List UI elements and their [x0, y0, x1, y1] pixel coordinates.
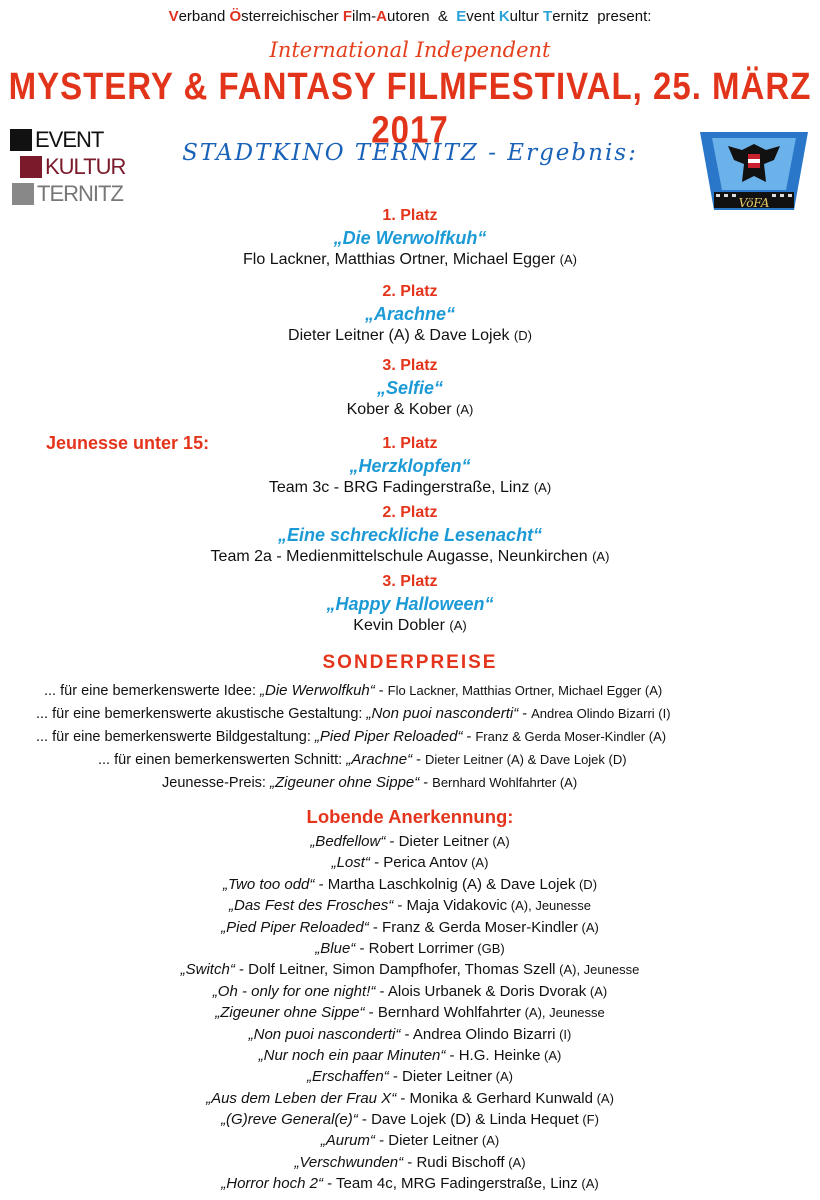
place-label: 1. Platz	[382, 435, 438, 452]
subtitle: International Independent	[269, 38, 551, 62]
word: utoren	[387, 8, 430, 25]
presenters-line	[0, 8, 820, 25]
film-authors	[0, 546, 820, 568]
word: sterreichischer	[241, 8, 343, 25]
film-title: „Arachne“	[364, 304, 456, 324]
initial: V	[168, 8, 179, 25]
jeunesse-label: Jeunesse unter 15:	[46, 433, 210, 453]
country-code: (A)	[540, 1047, 562, 1063]
lobende-item	[0, 895, 820, 916]
logo-block	[20, 156, 42, 178]
film-title: „Selfie“	[376, 378, 444, 398]
lobende-item	[0, 1130, 820, 1151]
country-code: (D)	[575, 876, 598, 892]
lobende-item	[0, 852, 820, 873]
jeunesse-result-1	[0, 433, 820, 499]
lobende-item	[0, 1024, 820, 1045]
film-authors	[0, 399, 820, 421]
country-code: (A)	[592, 1090, 614, 1106]
film-authors: - Martha Laschkolnig (A) & Dave Lojek	[314, 875, 576, 893]
initial: K	[498, 8, 510, 25]
initial: E	[456, 8, 467, 25]
country-code: (A), Jeunesse	[520, 1005, 605, 1021]
lobende-item	[0, 874, 820, 895]
separator: -	[462, 729, 476, 745]
film-authors: - Alois Urbanek & Doris Dvorak	[375, 982, 587, 1000]
country-code: (A)	[592, 549, 610, 564]
film-title: „Erschaffen“	[306, 1068, 389, 1086]
jeunesse-result-2	[0, 502, 820, 568]
logo-word: KULTUR	[45, 154, 126, 179]
authors-text: Kevin Dobler	[353, 617, 445, 634]
initial: T	[543, 8, 553, 25]
film-title: „Switch“	[180, 961, 235, 979]
event-kultur-ternitz-logo	[10, 126, 126, 210]
svg-text:VöFA: VöFA	[738, 196, 770, 210]
country-code: (A)	[504, 1154, 526, 1170]
lobende-heading: Lobende Anerkennung:	[306, 806, 514, 827]
prize-category: Jeunesse-Preis:	[162, 775, 270, 791]
film-title: „Non puoi nasconderti“	[366, 705, 519, 722]
film-title: „Das Fest des Frosches“	[229, 897, 394, 915]
country-code: (A)	[559, 252, 577, 267]
place-label: 2. Platz	[382, 283, 438, 300]
country-code: (A)	[488, 834, 510, 849]
jeunesse-result-3	[0, 571, 820, 637]
word: erband	[178, 8, 230, 25]
festival-title: MYSTERY & FANTASY FILMFESTIVAL, 25. MÄRZ 2017	[8, 64, 812, 151]
lobende-item	[0, 959, 820, 980]
film-authors	[0, 249, 820, 271]
film-title: „Eine schreckliche Lesenacht“	[277, 525, 543, 545]
prize-category: ... für eine bemerkenswerte akustische Gestaltung:	[36, 706, 367, 722]
initial: A	[376, 8, 388, 25]
film-title: „Non puoi nasconderti“	[248, 1025, 401, 1043]
film-title: „Zigeuner ohne Sippe“	[215, 1004, 365, 1022]
film-title: „Blue“	[315, 939, 356, 957]
sonderpreis-item	[36, 705, 671, 722]
lobende-item	[0, 1152, 820, 1173]
initial: F	[342, 8, 353, 25]
sonderpreis-item	[44, 682, 662, 699]
logo-block	[10, 129, 32, 151]
sonderpreis-item	[162, 774, 577, 791]
lobende-item	[0, 938, 820, 959]
country-code: (A), Jeunesse	[555, 962, 640, 978]
country-code: (A)	[577, 1176, 599, 1192]
country-code: (F)	[578, 1112, 599, 1128]
film-title: „Aus dem Leben der Frau X“	[206, 1089, 397, 1107]
sonderpreise-heading: SONDERPREISE	[322, 652, 498, 673]
authors-text: Flo Lackner, Matthias Ortner, Michael Egger	[243, 251, 556, 268]
lobende-list	[0, 831, 820, 1195]
logo-word: EVENT	[35, 127, 104, 152]
country-code: (A)	[456, 402, 474, 417]
separator: -	[374, 683, 388, 699]
film-authors: Franz & Gerda Moser-Kindler (A)	[475, 729, 667, 744]
place-label: 2. Platz	[382, 504, 438, 521]
film-authors: Andrea Olindo Bizarri (I)	[531, 706, 671, 721]
lobende-item	[0, 1173, 820, 1194]
film-authors: - Dave Lojek (D) & Linda Hequet	[357, 1111, 579, 1129]
film-authors	[0, 477, 820, 499]
lobende-item	[0, 917, 820, 938]
lobende-item	[0, 981, 820, 1002]
word: ernitz	[552, 8, 589, 25]
film-title: „Pied Piper Reloaded“	[221, 918, 369, 936]
authors-text: Team 2a - Medienmittelschule Augasse, Neunkirchen	[210, 548, 588, 565]
word: vent	[466, 8, 499, 25]
film-authors	[0, 615, 820, 637]
film-authors: - H.G. Heinke	[445, 1046, 541, 1064]
place-label: 3. Platz	[382, 573, 438, 590]
film-title: „Arachne“	[346, 751, 413, 768]
film-authors: - Monika & Gerhard Kunwald	[396, 1089, 593, 1107]
present-word: present:	[597, 8, 652, 25]
presenter-org	[169, 8, 434, 25]
film-title: „Pied Piper Reloaded“	[314, 728, 463, 745]
word: ultur	[509, 8, 544, 25]
country-code: (GB)	[473, 940, 505, 956]
film-title: „Die Werwolfkuh“	[260, 682, 375, 699]
prize-category: ... für einen bemerkenswerten Schnitt:	[98, 752, 347, 768]
film-authors: Bernhard Wohlfahrter (A)	[432, 775, 578, 790]
film-authors: Flo Lackner, Matthias Ortner, Michael Egger (A)	[387, 683, 663, 698]
film-title: „Zigeuner ohne Sippe“	[270, 774, 420, 791]
lobende-item	[0, 1088, 820, 1109]
vofa-logo	[698, 128, 810, 212]
lobende-item	[0, 1002, 820, 1023]
authors-text: Dieter Leitner (A) & Dave Lojek	[288, 327, 510, 344]
country-code: (A)	[449, 618, 467, 633]
country-code: (A)	[478, 1133, 500, 1149]
logo-block	[12, 183, 34, 205]
sonderpreis-item	[36, 728, 666, 745]
film-authors: - Dieter Leitner	[385, 833, 489, 850]
film-title: „Horror hoch 2“	[221, 1175, 323, 1193]
venue-heading: STADTKINO TERNITZ - Ergebnis:	[182, 140, 638, 166]
film-authors: - Rudi Bischoff	[403, 1153, 505, 1171]
authors-text: Team 3c - BRG Fadingerstraße, Linz	[268, 479, 530, 496]
lobende-item	[0, 831, 820, 852]
film-title: „Die Werwolfkuh“	[333, 228, 487, 248]
film-authors: - Dolf Leitner, Simon Dampfhofer, Thomas Szell	[234, 961, 556, 979]
film-authors: - Maja Vidakovic	[393, 897, 508, 915]
country-code: (A)	[492, 1069, 514, 1085]
result-3	[0, 355, 820, 421]
film-title: „Verschwunden“	[294, 1153, 404, 1171]
country-code: (A)	[577, 919, 599, 935]
separator: -	[419, 775, 433, 791]
place-label: 1. Platz	[382, 207, 438, 224]
result-1	[0, 205, 820, 271]
lobende-item	[0, 1066, 820, 1087]
place-label: 3. Platz	[382, 357, 438, 374]
sonderpreis-item	[98, 751, 627, 768]
country-code: (D)	[513, 328, 532, 343]
film-title: „Aurum“	[320, 1132, 375, 1150]
lobende-item	[0, 1109, 820, 1130]
film-authors: Dieter Leitner (A) & Dave Lojek (D)	[425, 752, 627, 767]
separator: -	[412, 752, 425, 768]
film-title: „Happy Halloween“	[326, 594, 494, 614]
word: ilm-	[352, 8, 377, 25]
film-authors: - Dieter Leitner	[374, 1132, 479, 1150]
prize-category: ... für eine bemerkenswerte Bildgestaltung:	[36, 729, 315, 745]
country-code: (I)	[555, 1026, 572, 1042]
film-authors: - Robert Lorrimer	[355, 939, 474, 957]
film-title: „Oh - only for one night!“	[212, 982, 376, 1000]
result-2	[0, 281, 820, 347]
film-authors: - Dieter Leitner	[388, 1068, 493, 1086]
country-code: (A)	[467, 855, 489, 871]
authors-text: Kober & Kober	[346, 401, 452, 418]
prize-category: ... für eine bemerkenswerte Idee:	[44, 683, 260, 699]
film-authors: - Team 4c, MRG Fadingerstraße, Linz	[322, 1175, 578, 1193]
film-authors: - Bernhard Wohlfahrter	[364, 1004, 521, 1022]
vofa-emblem-icon	[698, 128, 810, 212]
film-authors: - Perica Antov	[369, 854, 468, 872]
film-title: „Bedfellow“	[310, 833, 386, 850]
film-title: „Nur noch ein paar Minuten“	[258, 1046, 446, 1064]
initial: Ö	[229, 8, 242, 25]
partner-org	[456, 8, 593, 25]
film-title: „Herzklopfen“	[349, 456, 471, 476]
film-authors	[0, 325, 820, 347]
country-code: (A), Jeunesse	[507, 898, 591, 914]
separator: -	[518, 706, 532, 722]
logo-word: TERNITZ	[37, 181, 123, 206]
lobende-item	[0, 1045, 820, 1066]
film-authors: - Franz & Gerda Moser-Kindler	[368, 918, 578, 936]
country-code: (A)	[533, 480, 552, 495]
film-title: „Two too odd“	[222, 875, 315, 893]
country-code: (A)	[586, 983, 608, 999]
ampersand: &	[437, 8, 448, 25]
film-title: „(G)reve General(e)“	[221, 1111, 358, 1129]
film-title: „Lost“	[331, 854, 370, 872]
film-authors: - Andrea Olindo Bizarri	[400, 1025, 556, 1043]
